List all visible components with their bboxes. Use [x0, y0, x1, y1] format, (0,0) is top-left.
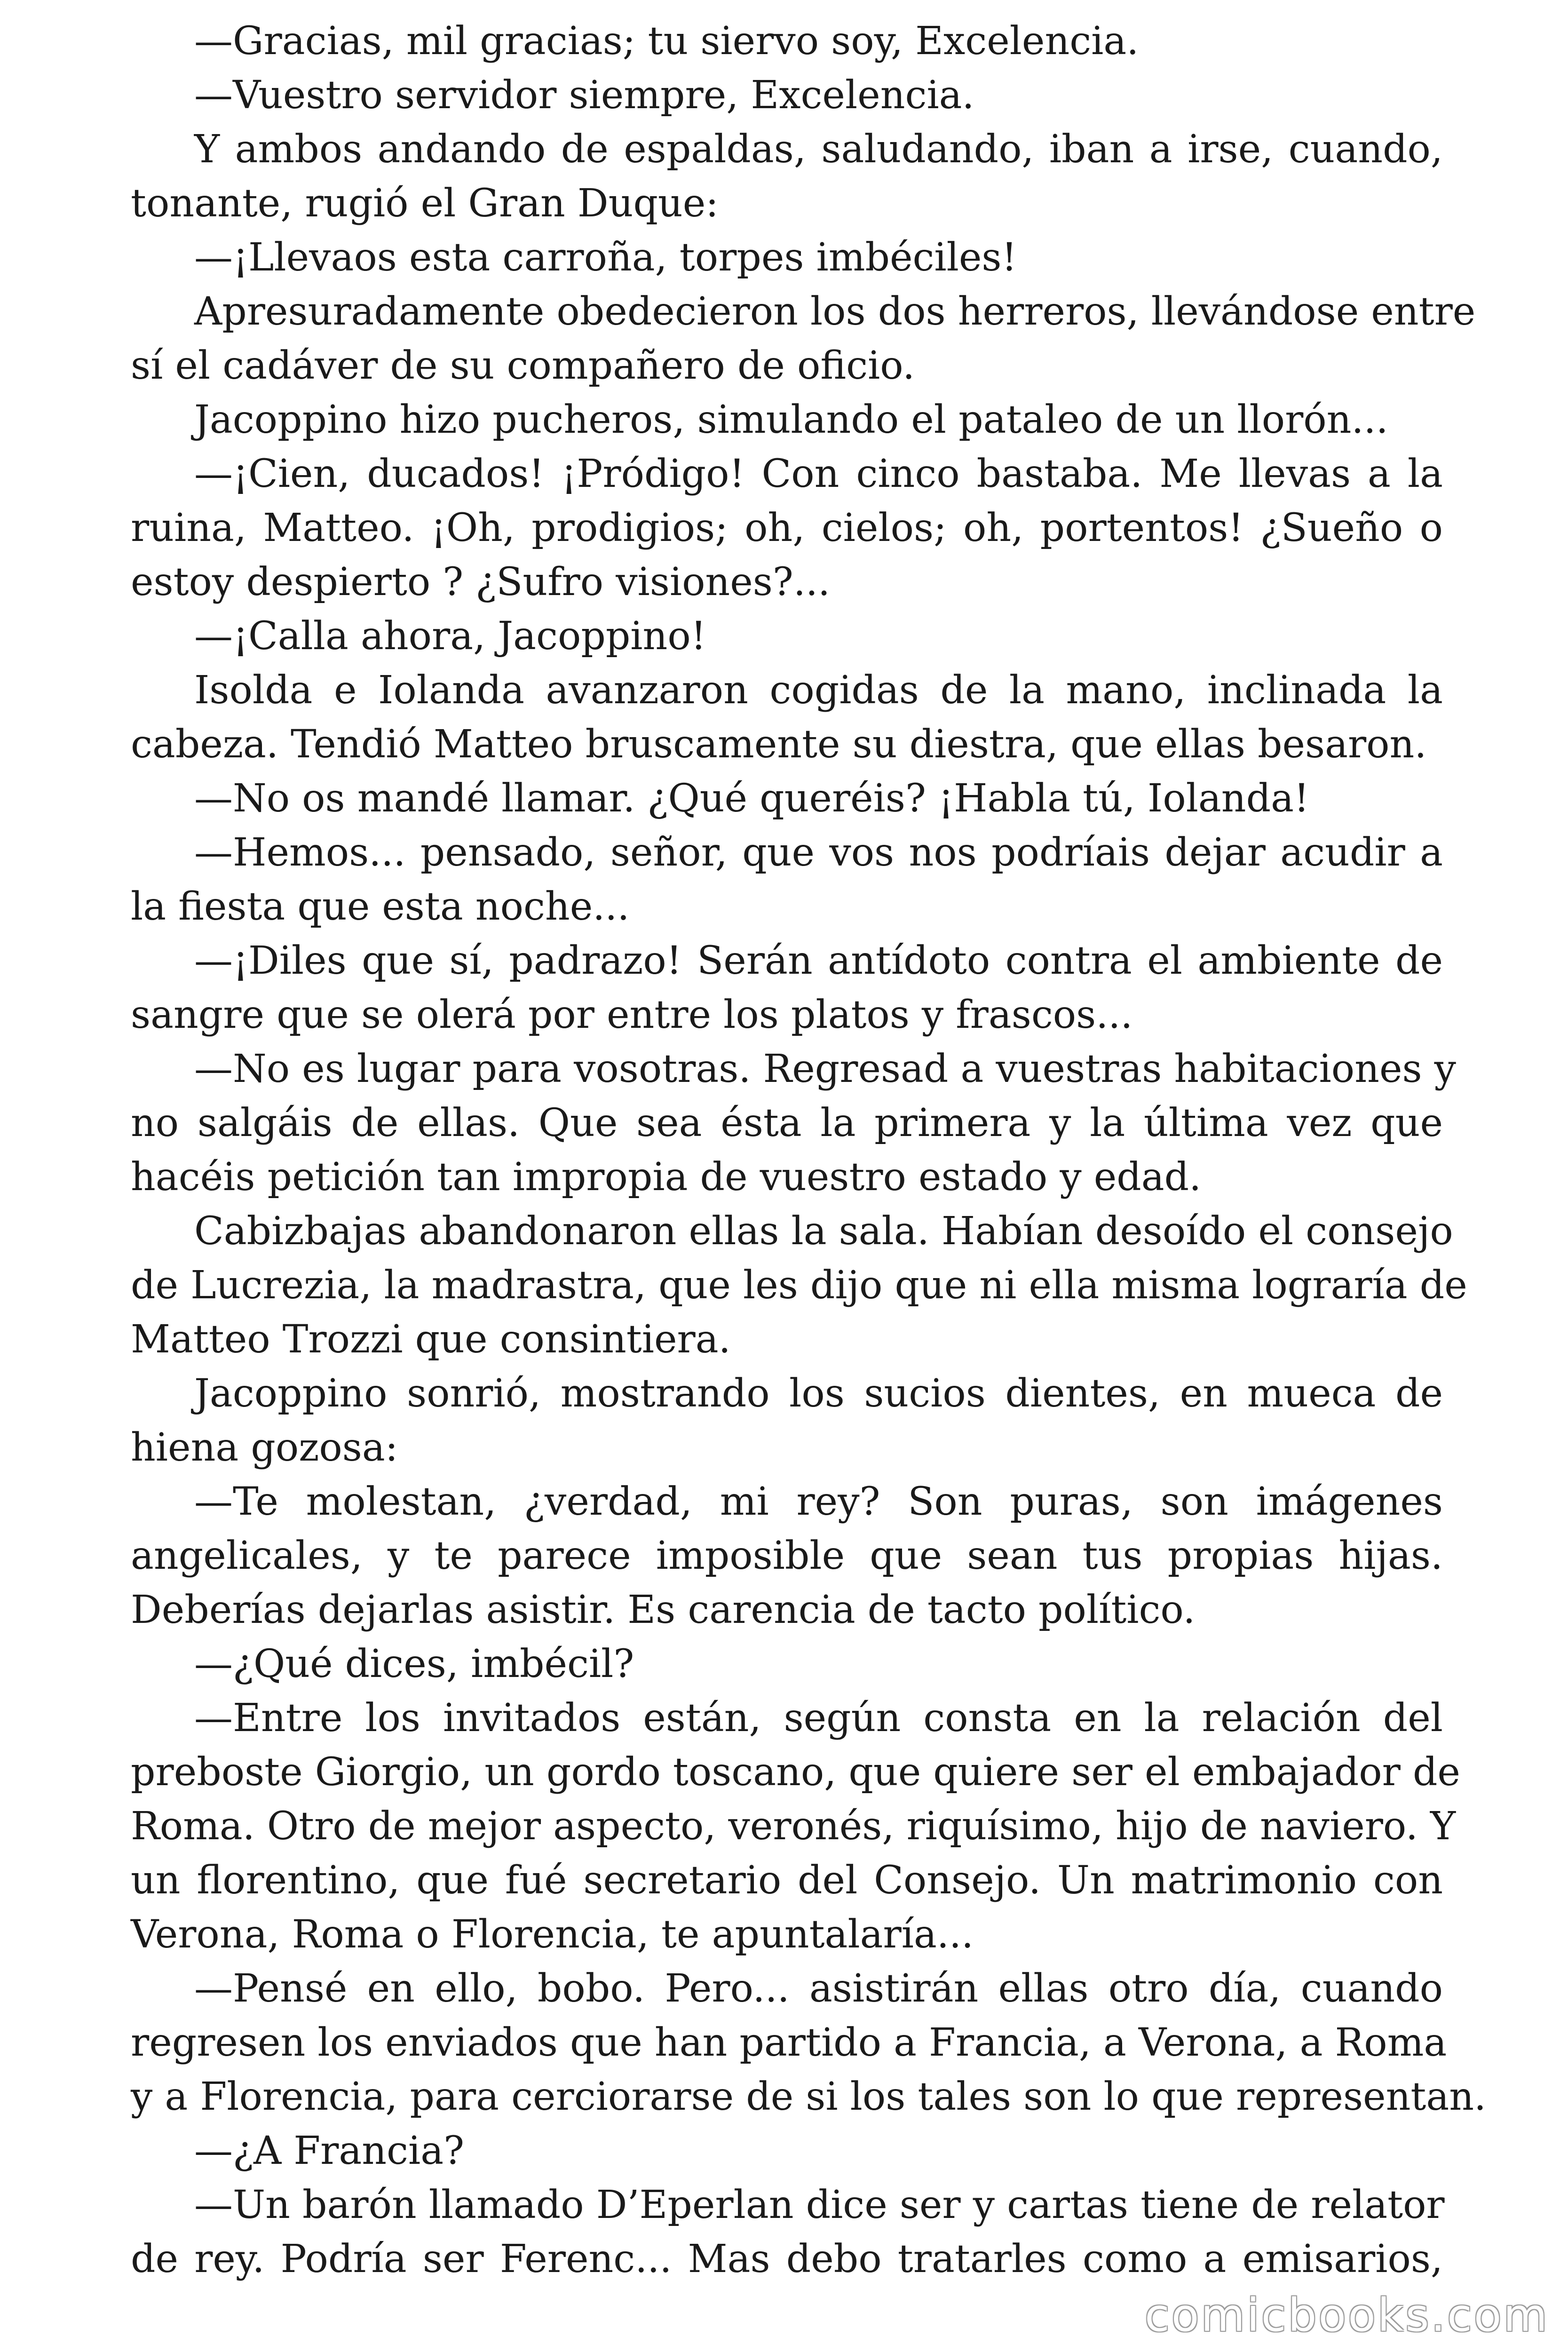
text-line: —¿A Francia? [194, 2129, 465, 2173]
text-line: Roma. Otro de mejor aspecto, veronés, riquísimo, hijo de naviero. Y [131, 1804, 1456, 1849]
text-line: hiena gozosa: [131, 1425, 398, 1470]
text-line: —¡Llevaos esta carroña, torpes imbéciles! [194, 235, 1017, 280]
text-line: Deberías dejarlas asistir. Es carencia de tacto político. [131, 1588, 1196, 1632]
text-line: —¡Diles que sí, padrazo! Serán antídoto contra el ambiente de [194, 938, 1443, 983]
text-line: Jacoppino sonrió, mostrando los sucios dientes, en mueca de [194, 1371, 1443, 1416]
text-line: —Vuestro servidor siempre, Excelencia. [194, 73, 974, 118]
text-line: estoy despierto ? ¿Sufro visiones?... [131, 560, 831, 604]
text-line: —Gracias, mil gracias; tu siervo soy, Excelencia. [194, 19, 1139, 64]
text-line: regresen los enviados que han partido a Francia, a Verona, a Roma [131, 2020, 1447, 2065]
text-line: y a Florencia, para cerciorarse de si los tales son lo que representan. [131, 2074, 1487, 2119]
text-line: tonante, rugió el Gran Duque: [131, 181, 719, 226]
text-line: de Lucrezia, la madrastra, que les dijo que ni ella misma lograría de [131, 1263, 1467, 1308]
text-line: Isolda e Iolanda avanzaron cogidas de la mano, inclinada la [194, 668, 1443, 713]
text-line: no salgáis de ellas. Que sea ésta la primera y la última vez que [131, 1101, 1443, 1145]
text-line: Jacoppino hizo pucheros, simulando el pataleo de un llorón... [194, 397, 1388, 442]
page-text [131, 14, 1487, 2286]
text-line: —¡Cien, ducados! ¡Pródigo! Con cinco bastaba. Me llevas a la [194, 452, 1443, 496]
text-line: —¿Qué dices, imbécil? [194, 1642, 634, 1686]
text-line: —Hemos... pensado, señor, que vos nos podríais dejar acudir a [194, 830, 1443, 875]
text-line: sangre que se olerá por entre los platos y frascos... [131, 993, 1133, 1037]
text-line: —Entre los invitados están, según consta en la relación del [194, 1696, 1443, 1740]
text-line: hacéis petición tan impropia de vuestro estado y edad. [131, 1155, 1202, 1200]
text-line: de rey. Podría ser Ferenc... Mas debo tratarles como a emisarios, [131, 2237, 1443, 2281]
text-line: —Un barón llamado D’Eperlan dice ser y cartas tiene de relator [194, 2183, 1445, 2227]
text-line: preboste Giorgio, un gordo toscano, que quiere ser el embajador de [131, 1750, 1460, 1795]
text-line: Cabizbajas abandonaron ellas la sala. Habían desoído el consejo [194, 1209, 1453, 1254]
text-line: Apresuradamente obedecieron los dos herreros, llevándose entre [194, 289, 1476, 334]
text-line: un florentino, que fué secretario del Consejo. Un matrimonio con [131, 1858, 1443, 1903]
text-line: —¡Calla ahora, Jacoppino! [194, 614, 706, 659]
text-line: la fiesta que esta noche... [131, 884, 630, 929]
text-line: Y ambos andando de espaldas, saludando, iban a irse, cuando, [194, 127, 1443, 172]
text-line: sí el cadáver de su compañero de oficio. [131, 343, 915, 388]
text-line: angelicales, y te parece imposible que sean tus propias hijas. [131, 1534, 1443, 1578]
text-line: —No es lugar para vosotras. Regresad a vuestras habitaciones y [194, 1047, 1456, 1091]
text-line: —Pensé en ello, bobo. Pero... asistirán ellas otro día, cuando [194, 1966, 1443, 2011]
text-line: —Te molestan, ¿verdad, mi rey? Son puras, son imágenes [194, 1479, 1443, 1524]
text-line: Matteo Trozzi que consintiera. [131, 1317, 731, 1362]
text-line: cabeza. Tendió Matteo bruscamente su diestra, que ellas besaron. [131, 722, 1427, 767]
text-line: Verona, Roma o Florencia, te apuntalaría... [131, 1912, 974, 1957]
text-line: ruina, Matteo. ¡Oh, prodigios; oh, cielos; oh, portentos! ¿Sueño o [131, 506, 1443, 550]
watermark: comicbooks.com [1144, 2289, 1549, 2342]
text-line: —No os mandé llamar. ¿Qué queréis? ¡Habla tú, Iolanda! [194, 776, 1309, 821]
